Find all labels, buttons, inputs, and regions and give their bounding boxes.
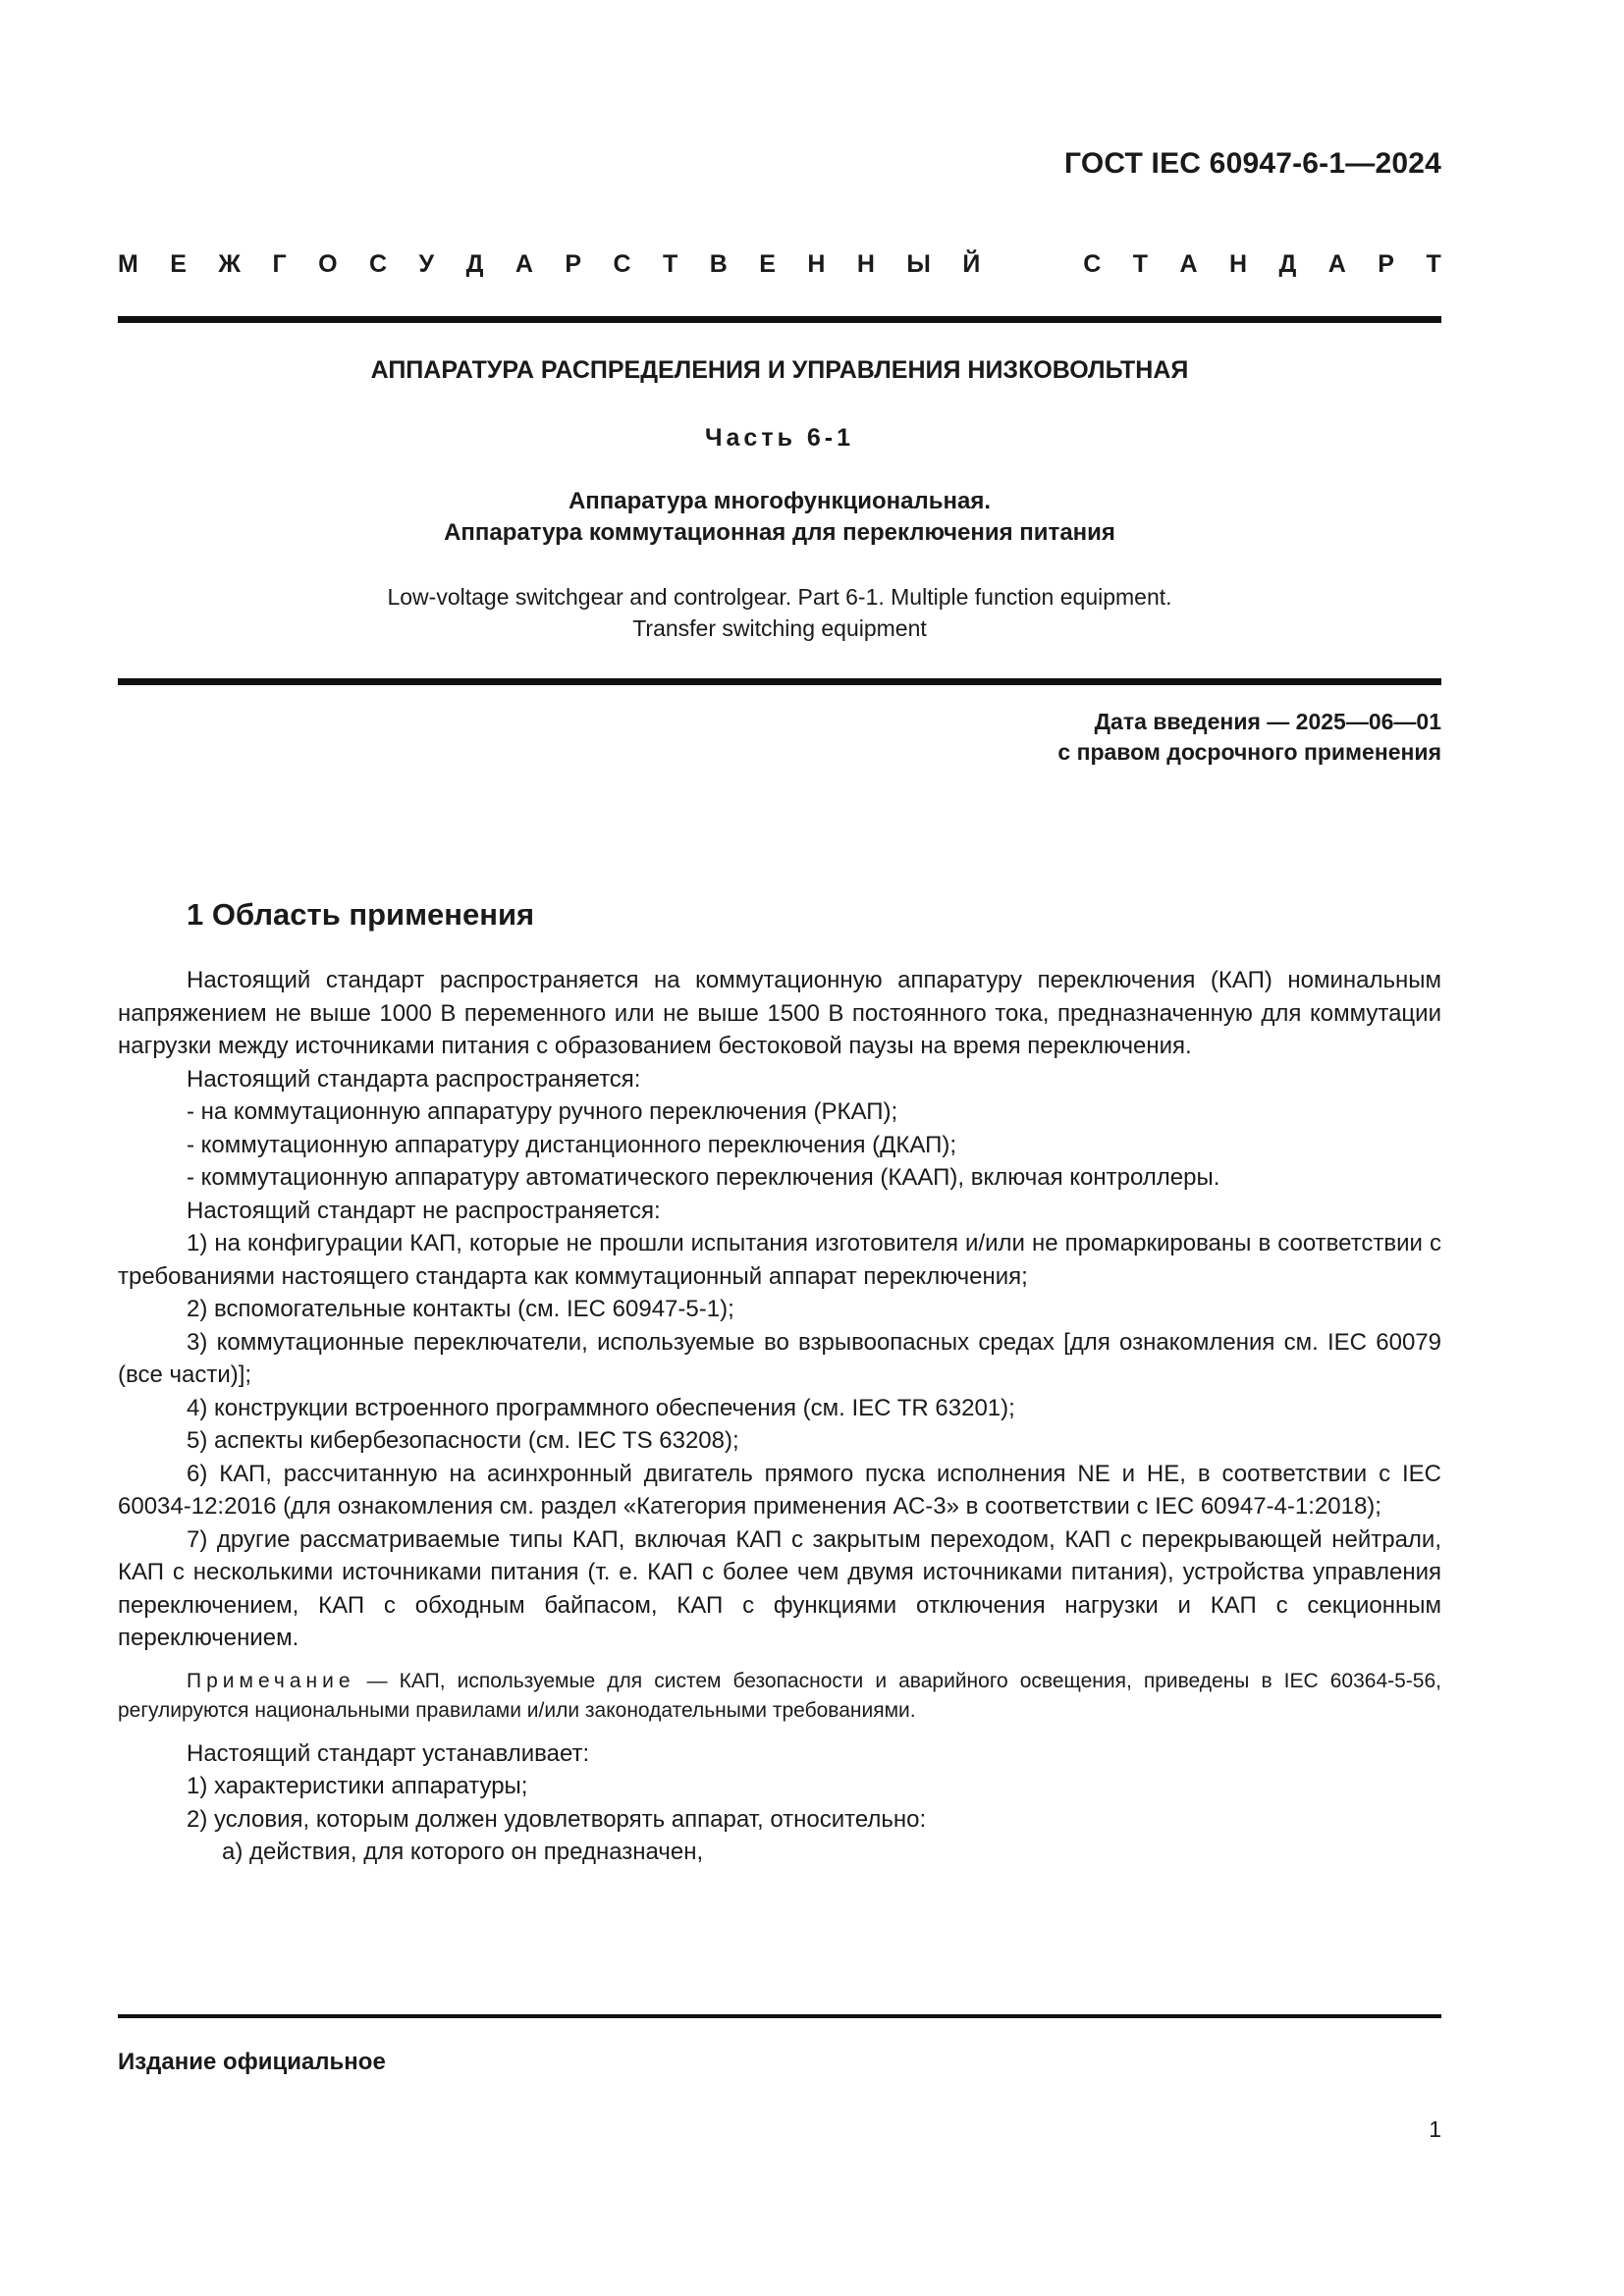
list-item: - коммутационную аппаратуру автоматического переключения (КААП), включая контроллеры. — [187, 1164, 1220, 1191]
document-page — [118, 0, 1441, 2296]
english-title-line: Low-voltage switchgear and controlgear. Part 6-1. Multiple function equipment. — [387, 584, 1172, 610]
list-item: 7) другие рассматриваемые типы КАП, включая КАП с закрытым переходом, КАП с перекрывающей нейтрали, КАП с несколькими источниками питания (т. е. КАП с более чем двумя источниками питания), устройства управления переключением, КАП с обходным байпасом, КАП с функциями отключения нагрузки и КАП с секционным переключением. — [118, 1525, 1441, 1651]
banner-letter: А — [514, 250, 533, 278]
page-number: 1 — [1429, 2116, 1441, 2142]
early-application-line: с правом досрочного применения — [1057, 739, 1441, 765]
banner-letter: Д — [465, 250, 484, 278]
banner-gap — [1012, 250, 1052, 279]
standard-code: ГОСТ IEC 60947-6-1—2024 — [1064, 147, 1441, 180]
note-text: — КАП, используемые для систем безопасности и аварийного освещения, приведены в IEC 60364-5-56, регулируются национальными правилами и/или законодательными требованиями. — [118, 1669, 1441, 1722]
banner-letter: Т — [1132, 250, 1149, 278]
list-item: - коммутационную аппаратуру дистанционного переключения (ДКАП); — [187, 1131, 957, 1158]
title-rule — [118, 678, 1441, 685]
banner-letter: Н — [807, 250, 826, 278]
banner-letter: В — [709, 250, 728, 278]
introduction-date-line: Дата введения — 2025—06—01 — [1094, 709, 1441, 734]
list-item: - на коммутационную аппаратуру ручного переключения (РКАП); — [187, 1098, 898, 1125]
list-item: 3) коммутационные переключатели, используемые во взрывоопасных средах [для ознакомления см. IEC 60079 (все части)]; — [118, 1328, 1441, 1388]
english-title-line: Transfer switching equipment — [632, 615, 927, 641]
sub-list-item: а) действия, для которого он предназначен, — [222, 1839, 704, 1865]
banner-letter: Т — [663, 250, 678, 278]
note — [118, 1667, 1441, 1726]
banner-letter: С — [369, 250, 388, 278]
banner-letter: У — [418, 250, 435, 278]
banner-letter: Н — [856, 250, 875, 278]
header-rule — [118, 316, 1441, 323]
paragraph: Настоящий стандарта распространяется: — [187, 1065, 641, 1093]
banner-letter: Г — [272, 250, 287, 278]
introduction-date — [1057, 707, 1441, 768]
banner-letter: Н — [1229, 250, 1248, 278]
list-item: 2) условия, которым должен удовлетворять аппарат, относительно: — [187, 1805, 927, 1833]
note-label: Примечание — [187, 1669, 355, 1692]
banner-letter: Д — [1278, 250, 1297, 278]
footer-rule — [118, 2014, 1441, 2018]
paragraph: Настоящий стандарт устанавливает: — [187, 1739, 590, 1767]
list-item: 1) характеристики аппаратуры; — [187, 1773, 528, 1799]
banner-letter: Й — [962, 250, 981, 278]
banner-letter: Ы — [906, 250, 931, 278]
section-heading: 1 Область применения — [187, 897, 535, 932]
banner-letter: С — [613, 250, 631, 278]
english-title — [118, 581, 1441, 644]
edition-label: Издание официальное — [118, 2049, 386, 2075]
document-title: АППАРАТУРА РАСПРЕДЕЛЕНИЯ И УПРАВЛЕНИЯ НИЗКОВОЛЬТНАЯ — [370, 356, 1189, 384]
banner-letter: Р — [565, 250, 582, 278]
list-item: 1) на конфигурации КАП, которые не прошли испытания изготовителя и/или не промаркированы в соответствии с требованиями настоящего стандарта как коммутационный аппарат переключения; — [118, 1230, 1441, 1290]
list-item: 6) КАП, рассчитанную на асинхронный двигатель прямого пуска исполнения NE и HE, в соответствии с IEC 60034-12:2016 (для ознакомления см. раздел «Категория применения АС-3» в соответствии с IEC 60947-4-1:2018); — [118, 1460, 1441, 1520]
banner-letter: Р — [1378, 250, 1394, 278]
banner-letter: С — [1083, 250, 1102, 278]
banner-letter: А — [1327, 250, 1346, 278]
part-number: Часть 6-1 — [704, 424, 855, 452]
section-body — [118, 964, 1441, 1869]
subtitle-line: Аппаратура многофункциональная. — [568, 488, 992, 514]
banner-letter: Т — [1426, 250, 1441, 278]
subtitle-line: Аппаратура коммутационная для переключения питания — [444, 519, 1115, 546]
list-item: 2) вспомогательные контакты (см. IEC 60947-5-1); — [187, 1296, 734, 1322]
banner-letter: Е — [759, 250, 776, 278]
banner-letter: М — [118, 250, 138, 278]
list-item: 5) аспекты кибербезопасности (см. IEC TS 63208); — [187, 1427, 739, 1454]
list-item: 4) конструкции встроенного программного обеспечения (см. IEC TR 63201); — [187, 1394, 1015, 1421]
banner-letter: О — [318, 250, 338, 278]
paragraph: Настоящий стандарт распространяется на коммутационную аппаратуру переключения (КАП) номинальным напряжением не выше 1000 В переменного или не выше 1500 В постоянного тока, предназначенную для коммутации нагрузки между источниками питания с образованием бестоковой паузы на время переключения. — [118, 967, 1441, 1059]
standard-type-banner — [118, 250, 1441, 279]
banner-letter: Ж — [218, 250, 242, 278]
banner-letter: Е — [170, 250, 187, 278]
banner-letter: А — [1179, 250, 1198, 278]
paragraph: Настоящий стандарт не распространяется: — [187, 1197, 661, 1224]
document-subtitle — [118, 486, 1441, 549]
